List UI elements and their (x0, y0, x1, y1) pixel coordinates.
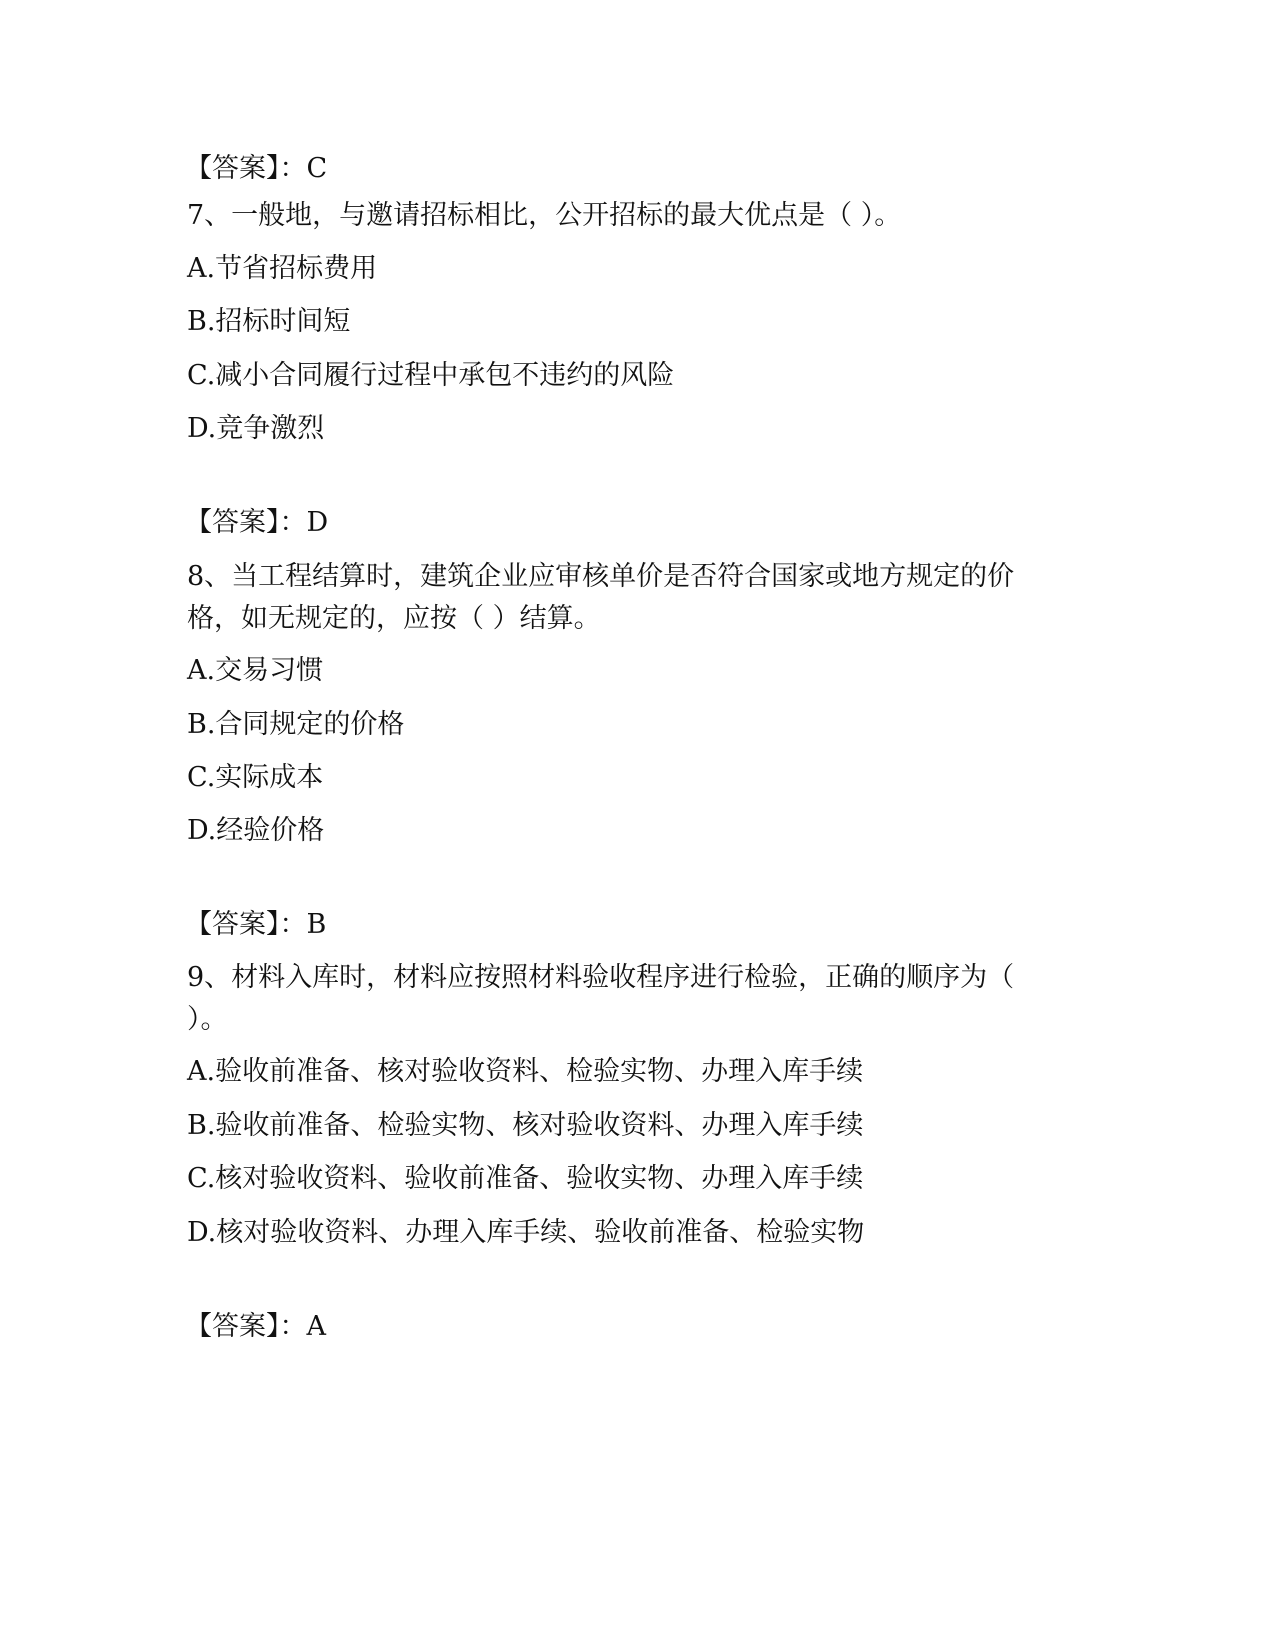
question-9-option-b: B.验收前准备、检验实物、核对验收资料、办理入库手续 (187, 1110, 864, 1141)
answer-q9: 【答案】：A (185, 1311, 326, 1342)
question-9-stem-line1: 9、材料入库时，材料应按照材料验收程序进行检验，正确的顺序为（ (187, 962, 1015, 993)
question-8-option-b: B.合同规定的价格 (187, 709, 405, 740)
question-8-option-c: C.实际成本 (187, 762, 324, 793)
question-7-option-a: A.节省招标费用 (187, 253, 378, 284)
question-8-stem-line1: 8、当工程结算时，建筑企业应审核单价是否符合国家或地方规定的价 (187, 561, 1015, 592)
question-7-option-d: D.竞争激烈 (187, 413, 325, 444)
question-7-option-b: B.招标时间短 (187, 306, 351, 337)
question-9-option-d: D.核对验收资料、办理入库手续、验收前准备、检验实物 (187, 1217, 865, 1248)
question-9-option-a: A.验收前准备、核对验收资料、检验实物、办理入库手续 (187, 1056, 864, 1087)
question-8-option-d: D.经验价格 (187, 815, 325, 846)
question-7-stem: 7、一般地，与邀请招标相比，公开招标的最大优点是（ ）。 (187, 200, 902, 231)
answer-q6: 【答案】：C (185, 153, 328, 184)
question-9-stem-line2: ）。 (187, 1004, 228, 1035)
question-8-stem-line2: 格，如无规定的，应按（ ）结算。 (187, 603, 601, 634)
answer-q8: 【答案】：B (185, 909, 327, 940)
question-7-option-c: C.减小合同履行过程中承包不违约的风险 (187, 360, 675, 391)
answer-q7: 【答案】：D (185, 507, 329, 538)
question-9-option-c: C.核对验收资料、验收前准备、验收实物、办理入库手续 (187, 1163, 864, 1194)
question-8-option-a: A.交易习惯 (187, 655, 324, 686)
